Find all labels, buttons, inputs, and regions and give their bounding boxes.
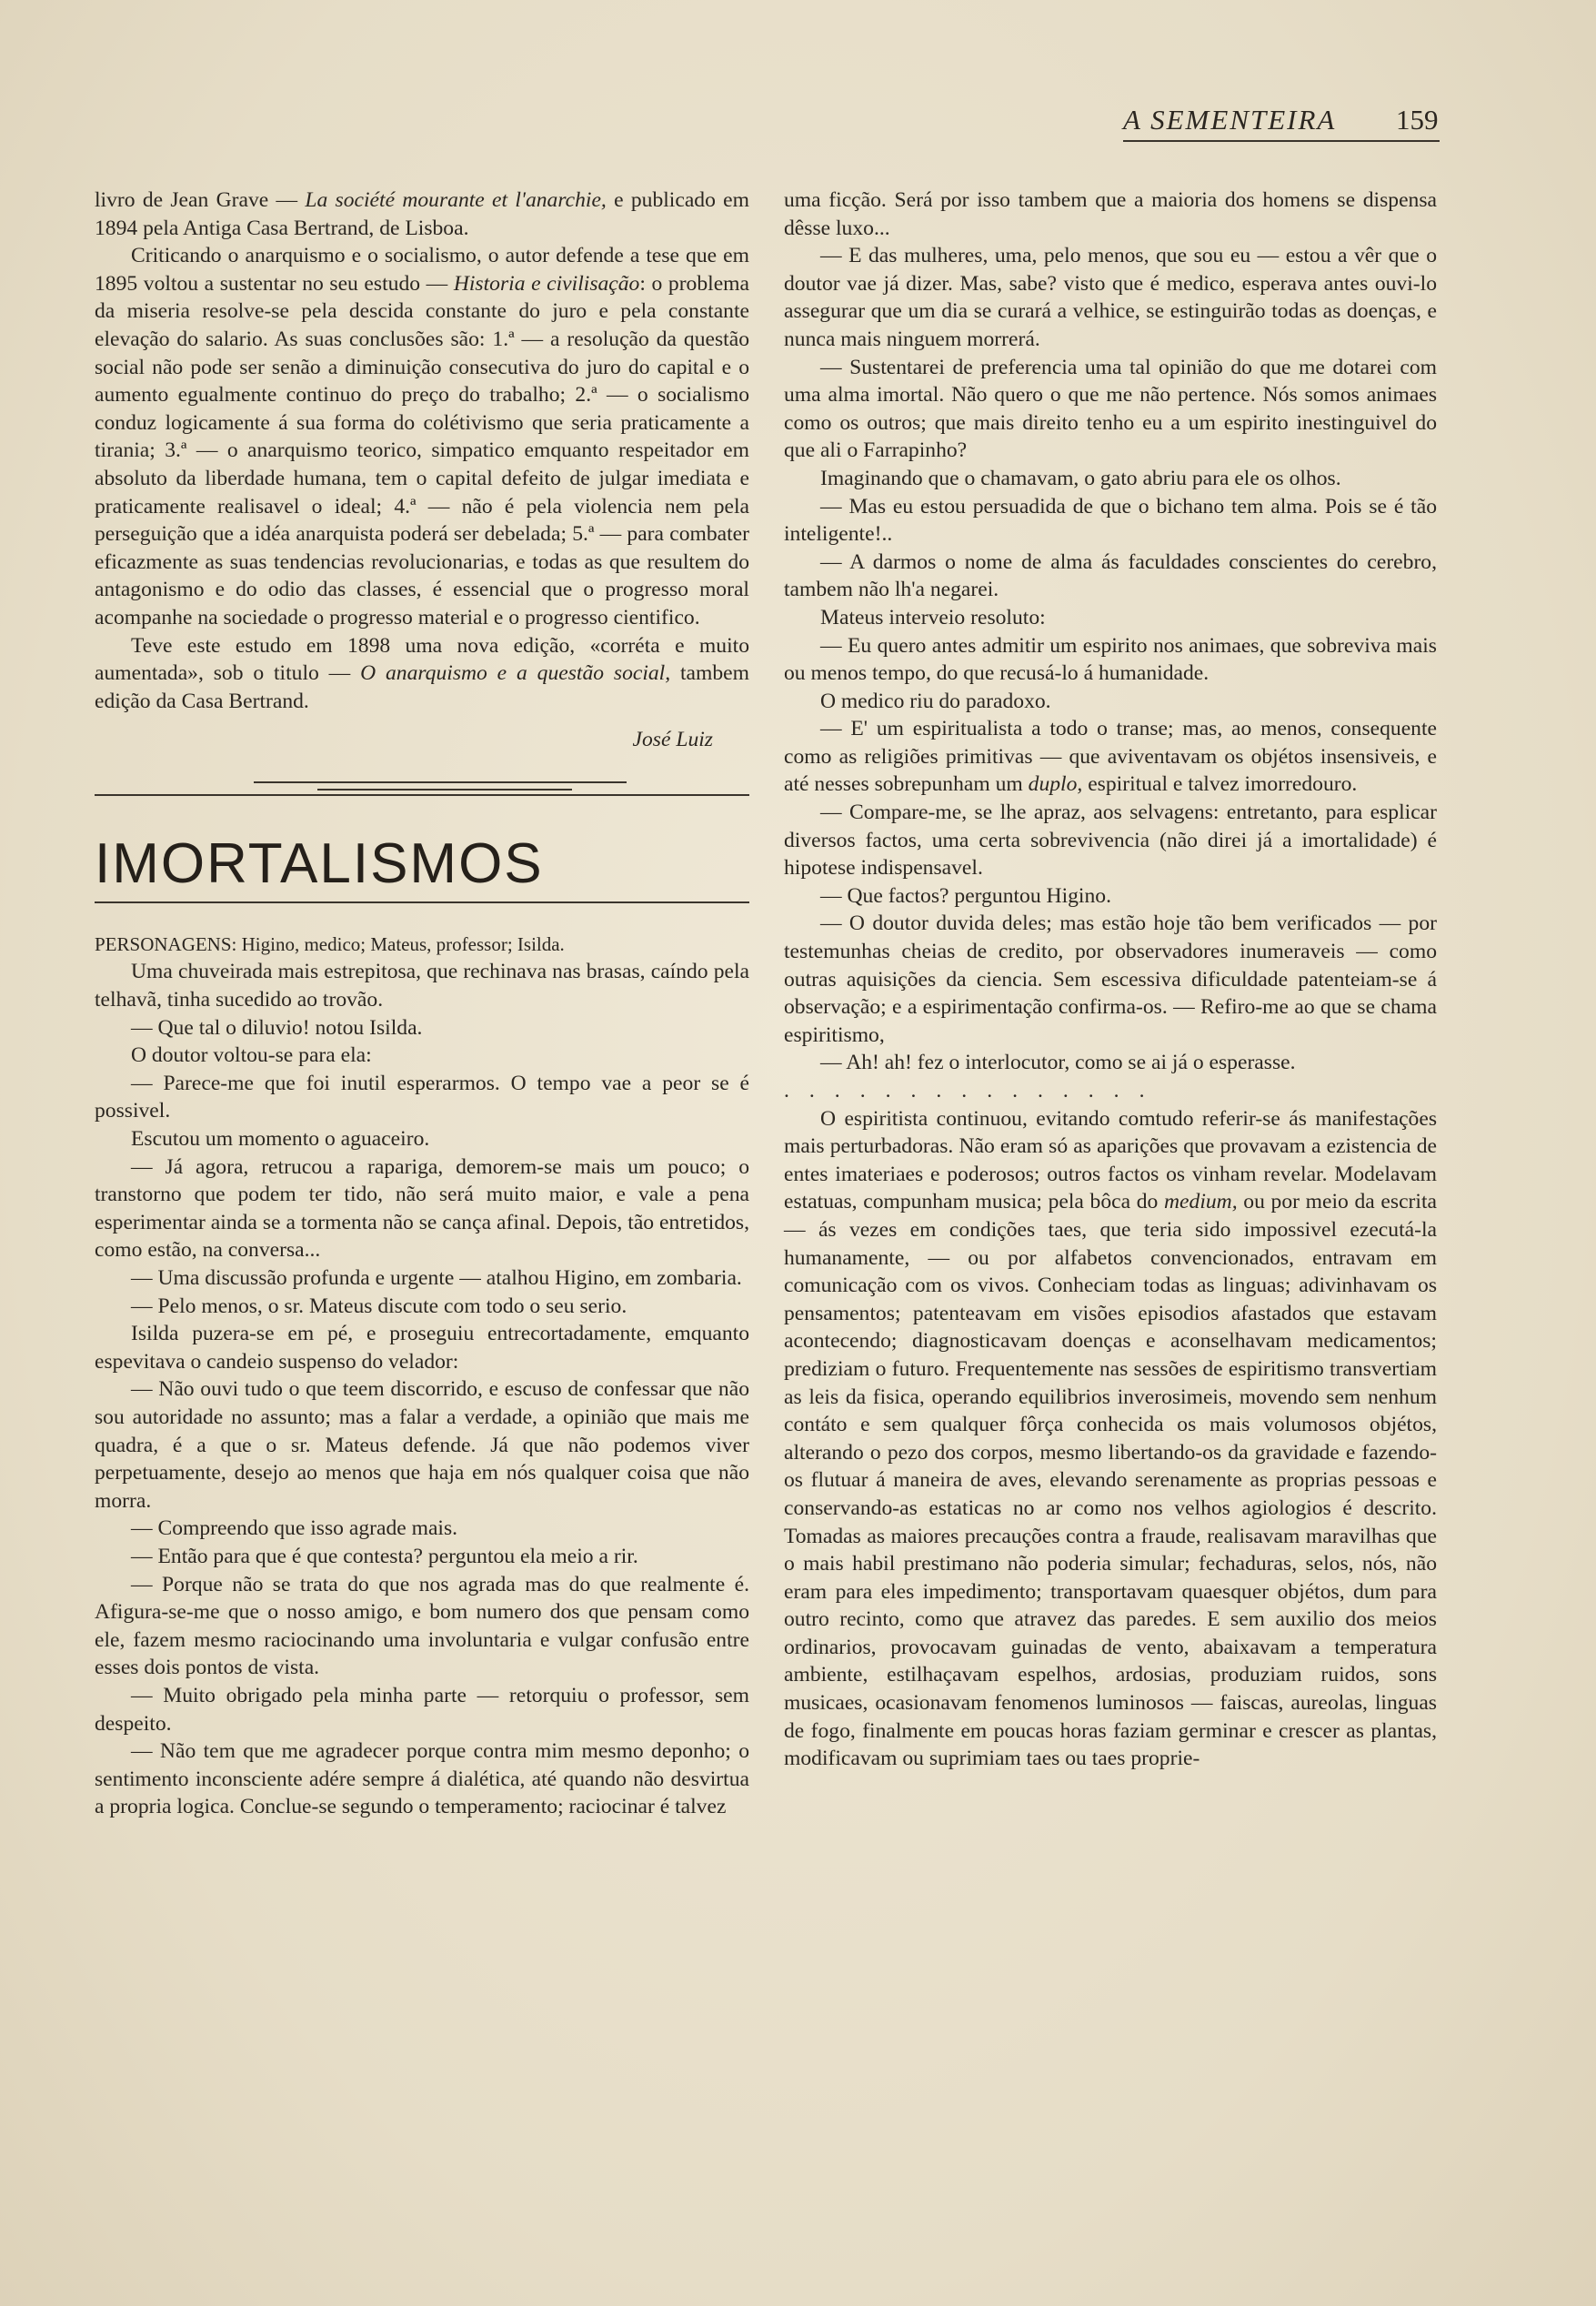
story-paragraph: — Compreendo que isso agrade mais. <box>131 1516 458 1541</box>
story-paragraph: — Eu quero antes admitir um espirito nos animaes, que sobreviva mais ou menos tempo, do que recusá-lo á humanidade. <box>784 633 1437 686</box>
right-column <box>784 186 1437 1773</box>
story-paragraph: — Porque não se trata do que nos agrada mas do que realmente é. Afigura-se-me que o nosso amigo, e bom numero dos que pensam como ele, fazem mesmo raciocinando uma involuntaria e vulgar confusão entre esses dois pontos de vista. <box>95 1572 749 1680</box>
section-divider <box>95 776 749 812</box>
story-paragraph: — Pelo menos, o sr. Mateus discute com todo o seu serio. <box>131 1294 627 1318</box>
story-paragraph: Escutou um momento o aguaceiro. <box>131 1127 430 1152</box>
story-paragraph: — Muito obrigado pela minha parte — retorquiu o professor, sem despeito. <box>95 1683 749 1736</box>
section-title: IMORTALISMOS <box>95 831 544 895</box>
story-paragraph: — Mas eu estou persuadida de que o bichano tem alma. Pois se é tão inteligente!.. <box>784 494 1437 547</box>
header-underline <box>1123 140 1440 142</box>
story-paragraph: — Não tem que me agradecer porque contra mim mesmo deponho; o sentimento inconsciente adére sempre á dialética, até quando não desvirtua a propria logica. Conclue-se segundo o temperamento; raciocinar é talvez <box>95 1739 749 1819</box>
story-paragraph: — A darmos o nome de alma ás faculdades conscientes do cerebro, tambem não lh'a negarei. <box>784 549 1437 602</box>
story-paragraph: — E' um espiritualista a todo o transe; mas, ao menos, consequente como as religiões primitivas — que aviventavam os objétos insensiveis, e até nesses sobrepunham um duplo, espiritual e talvez imorredouro. <box>784 717 1437 797</box>
story-paragraph: Isilda puzera-se em pé, e proseguiu entrecortadamente, emquanto espevitava o candeio suspenso do velador: <box>95 1322 749 1374</box>
continuation-paragraph-2: Criticando o anarquismo e o socialismo, o autor defende a tese que em 1895 voltou a sustentar no seu estudo — Historia e civilisação: o problema da miseria resolve-se pela descida constante do juro e pela constante elevação do salario. As suas conclusões são: 1.ª — a resolução da questão social não pode ser senão a diminuição consecutiva do juro do capital e o aumento egualmente continuo do preço do trabalho; 2.ª — o socialismo conduz logicamente á sua forma do colétivismo que seria praticamente a tirania; 3.ª — o anarquismo teorico, simpatico emquanto respeitador em absoluto da liberdade humana, tem o capital defeito de julgar imediata e praticamente realisavel o ideal; 4.ª — não é pela violencia nem pela perseguição que a idéa anarquista poderá ser debelada; 5.ª — para combater eficazmente as suas tendencias revolucionarias, e todas as que resultem do antagonismo e do odio das classes, é essencial que o progresso moral acompanhe na sociedade o progresso material e o progresso cientifico. <box>95 244 749 629</box>
story-paragraph: Mateus interveio resoluto: <box>820 605 1046 629</box>
story-paragraph: Imaginando que o chamavam, o gato abriu para ele os olhos. <box>820 466 1341 490</box>
story-paragraph: — Sustentarei de preferencia uma tal opinião do que me dotarei com uma alma imortal. Não quero o que me não pertence. Nós somos animaes como os outros; que mais direito tenho eu a um espirito inestinguivel do que ali o Farrapinho? <box>784 355 1437 463</box>
story-paragraph: Uma chuveirada mais estrepitosa, que rechinava nas brasas, caíndo pela telhavã, tinha sucedido ao trovão. <box>95 960 749 1012</box>
story-paragraph: — Não ouvi tudo o que teem discorrido, e escuso de confessar que não sou autoridade no assunto; mas a falar a verdade, a opinião que mais me quadra, é a que o sr. Mateus defende. Já que não podemos viver perpetuamente, desejo ao menos que haja em nós qualquer coisa que não morra. <box>95 1377 749 1513</box>
ellipsis-separator: ............... <box>784 1079 1165 1103</box>
journal-title: A SEMENTEIRA <box>1123 104 1337 136</box>
story-paragraph: — Uma discussão profunda e urgente — atalhou Higino, em zombaria. <box>131 1266 742 1290</box>
story-paragraph: — Que factos? perguntou Higino. <box>820 883 1111 908</box>
story-paragraph: O espiritista continuou, evitando comtudo referir-se ás manifestações mais perturbadoras. Não eram só as aparições que provavam a ezistencia de entes imateriaes e poderosos; outros factos os vinham revelar. Modelavam estatuas, compunham musica; pela bôca do medium, ou por meio da escrita — ás vezes em condições taes, que teria sido impossivel ezecutá-la humanamente, — ou por alfabetos convencionados, entravam em comunicação com os vivos. Conheciam todas as linguas; adivinhavam os pensamentos; patenteavam em visões episodios afastados que estavam acontecendo; diagnosticavam doenças e aconselhavam medicamentos; prediziam o futuro. Frequentemente nas sessões de espiritismo transvertiam as leis da fisica, operando equilibrios inverosimeis, movendo sem nenhum contáto e sem qualquer fôrça conhecida os mais volumosos objétos, alterando o pezo dos corpos, mesmo libertando-os da gravidade e fazendo-os flutuar á maneira de aves, elevando serenamente as proprias pessoas e conservando-as estaticas no ar como nos velhos agiologios é descrito. Tomadas as maiores precauções contra a fraude, realisavam maravilhas que o mais habil prestimano não poderia simular; fechaduras, selos, nós, não eram para eles impedimento; transportavam quaesquer objétos, dum para outro recinto, como que atravez das paredes. E sem auxilio dos meios ordinarios, provocavam guinadas de vento, abaixavam a temperatura ambiente, estilhaçavam espelhos, ardosias, produziam ruidos, sons musicaes, ocasionavam fenomenos luminosos — faiscas, aureolas, linguas de fogo, finalmente em poucas horas faziam germinar e crescer as plantas, modificavam ou suprimiam taes ou taes proprie- <box>784 1106 1437 1771</box>
story-paragraph: — Ah! ah! fez o interlocutor, como se ai já o esperasse. <box>820 1051 1296 1075</box>
story-paragraph: — Compare-me, se lhe apraz, aos selvagens: entretanto, para esplicar diversos factos, uma certa sobrevivencia (não direi já a imortalidade) é hipotese indispensavel. <box>784 801 1437 881</box>
characters-line: PERSONAGENS: Higino, medico; Mateus, professor; Isilda. <box>95 932 565 955</box>
story-paragraph: — Que tal o diluvio! notou Isilda. <box>131 1015 423 1040</box>
title-underline <box>95 901 749 903</box>
story-paragraph: — Então para que é que contesta? perguntou ela meio a rir. <box>131 1544 638 1568</box>
left-column <box>95 186 749 1821</box>
divider-rule <box>317 789 572 790</box>
story-paragraph: uma ficção. Será por isso tambem que a maioria dos homens se dispensa dêsse luxo... <box>784 188 1437 240</box>
author-signature: José Luiz <box>632 728 713 752</box>
story-paragraph: O doutor voltou-se para ela: <box>131 1043 372 1068</box>
divider-rule <box>254 781 627 783</box>
continuation-paragraph-3: Teve este estudo em 1898 uma nova edição, «corréta e muito aumentada», sob o titulo — O anarquismo e a questão social, tambem edição da Casa Bertrand. <box>95 633 749 713</box>
story-paragraph: — Parece-me que foi inutil esperarmos. O tempo vae a peor se é possivel. <box>95 1071 749 1123</box>
story-paragraph: — O doutor duvida deles; mas estão hoje tão bem verificados — por testemunhas cheias de credito, por observadores inumeraveis — como outras aquisições da ciencia. Sem escessiva dificuldade patenteiam-se á observação; e a espirimentação confirma-os. — Refiro-me ao que se chama espiritismo, <box>784 911 1437 1047</box>
page-number: 159 <box>1396 104 1439 136</box>
story-paragraph: — E das mulheres, uma, pelo menos, que sou eu — estou a vêr que o doutor vae já dizer. Mas, sabe? visto que é medico, esperava antes ouvi-lo assegurar que um dia se curará a velhice, se estinguirão todas as doenças, e nunca mais ninguem morrerá. <box>784 244 1437 351</box>
story-paragraph: — Já agora, retrucou a rapariga, demorem-se mais um pouco; o transtorno que podem ter tido, não será muito maior, e vale a pena esperimentar ainda se a tormenta não se cança afinal. Depois, tão entretidos, como estão, na conversa... <box>95 1154 749 1263</box>
divider-rule <box>95 794 749 796</box>
continuation-paragraph-1: livro de Jean Grave — La société mourante et l'anarchie, e publicado em 1894 pela Antiga Casa Bertrand, de Lisboa. <box>95 188 749 240</box>
story-paragraph: O medico riu do paradoxo. <box>820 689 1051 713</box>
